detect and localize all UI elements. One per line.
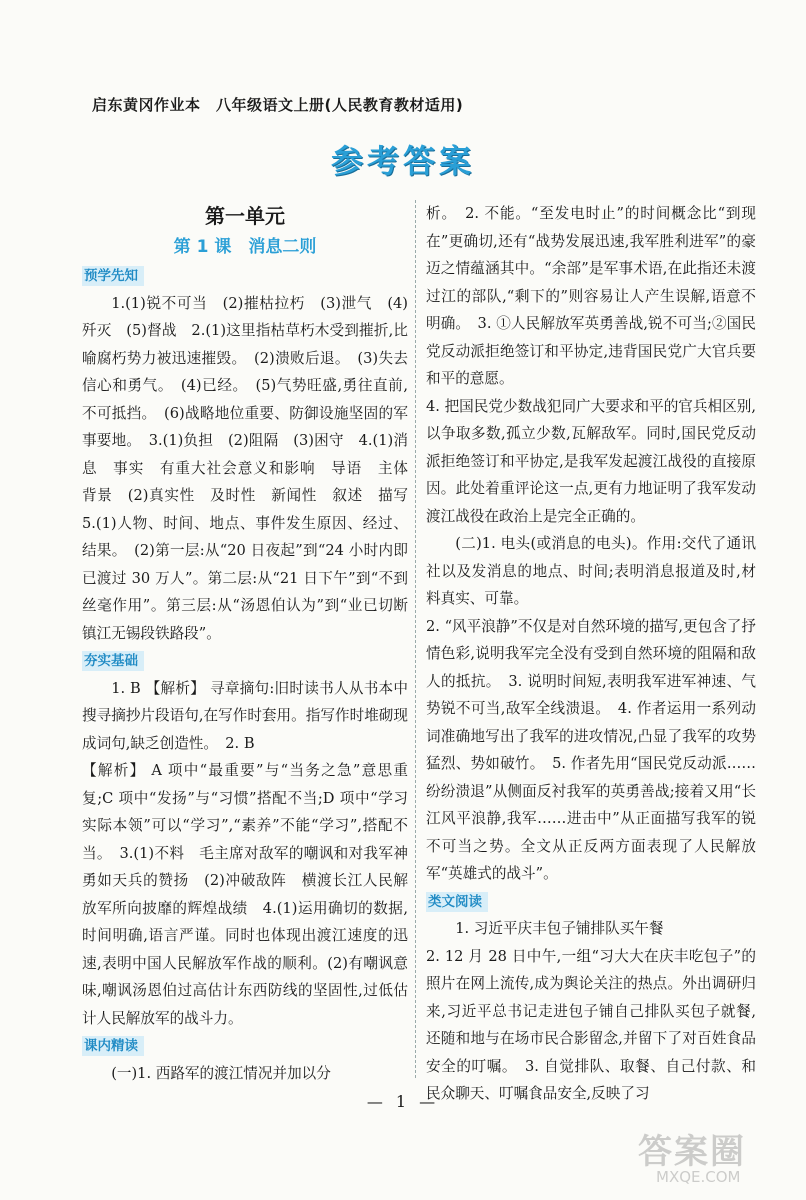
- section-label-intensive-reading: 课内精读: [82, 1036, 144, 1056]
- section-label-foundation: 夯实基础: [82, 651, 144, 671]
- section-intensive-reading: [82, 1032, 408, 1087]
- answer-paragraph: 2. 12 月 28 日中午,一组“习大大在庆丰吃包子”的照片在网上流传,成为舆论关注的热点。外出调研归来,习近平总书记走进包子铺自己排队买包子就餐,还随和地与在场市民合影留念,并留下了对百姓食品安全的叮嘱。 3. 自觉排队、取餐、自己付款、和民众聊天、叮嘱食品安全,反映了习: [426, 947, 756, 1102]
- right-column: [426, 200, 756, 1108]
- answer-paragraph: 【解析】 A 项中“最重要”与“当务之急”意思重复;C 项中“发扬”与“习惯”搭配不当;D 项中“学习实际本领”可以“学习”,“素养”不能“学习”,搭配不当。 3.(1)不料 毛主席对敌军的嘲讽和对我军神勇如天兵的赞扬 (2)冲破敌阵 横渡长江人民解放军所向披靡的辉煌战绩 4.(1)运用确切的数据,时间明确,语言严谨。同时也体现出渡江速度的迅速,表明中国人民解放军作战的顺利。(2)有嘲讽意味,嘲讽汤恩伯过高估计东西防线的坚固性,过低估计人民解放军的战斗力。: [82, 762, 408, 1027]
- watermark-logo: [638, 1124, 788, 1192]
- answer-paragraph: 2. “风平浪静”不仅是对自然环境的描写,更包含了抒情色彩,说明我军完全没有受到自然环境的阻隔和敌人的抵抗。 3. 说明时间短,表明我军进军神速、气势锐不可当,敌军全线溃退。 4. 作者运用一系列动词准确地写出了我军的进攻情况,凸显了我军的攻势猛烈、势如破竹。 5. 作者先用“国民党反动派……纷纷溃退”从侧面反衬我军的英勇善战;接着又用“长江风平浪静,我军……进击中”从正面描写我军的锐不可当之势。全文从正反两方面表现了人民解放军“英雄式的战斗”。: [426, 617, 757, 882]
- unit-title: 第一单元: [205, 204, 285, 228]
- page-title: 参考答案: [330, 142, 475, 180]
- lesson-title: 第 1 课 消息二则: [173, 237, 317, 257]
- left-column: [82, 200, 423, 1087]
- answer-paragraph: (二)1. 电头(或消息的电头)。作用:交代了通讯社以及发消息的地点、时间;表明消息报道及时,材料真实、可靠。: [426, 535, 756, 607]
- answer-paragraph: 析。 2. 不能。“至发电时止”的时间概念比“到现在”更确切,还有“战势发展迅速,我军胜利进军”的豪迈之情蕴涵其中。“余部”是军事术语,在此指还未渡过江的部队,“剩下的”则容易让人产生误解,语意不明确。 3. ①人民解放军英勇善战,锐不可当;②国民党反动派拒绝签订和平协定,违背国民党广大官兵要和平的意愿。: [426, 205, 756, 387]
- section-label-preview: 预学先知: [82, 266, 144, 286]
- watermark-text: 答案圈: [638, 1132, 746, 1172]
- watermark-url: MXQE.COM: [656, 1168, 741, 1186]
- answer-paragraph: 4. 把国民党少数战犯同广大要求和平的官兵相区别,以争取多数,孤立少数,瓦解敌军。同时,国民党反动派拒绝签订和平协定,是我军发起渡江战役的直接原因。此处着重评论这一点,更有力地证明了我军发动渡江战役在政治上是完全正确的。: [426, 397, 756, 525]
- page-number: — 1 —: [366, 1092, 440, 1111]
- section-preview: [82, 262, 423, 647]
- answer-paragraph: 1.(1)锐不可当 (2)摧枯拉朽 (3)泄气 (4)歼灭 (5)督战 2.(1)这里指枯草朽木受到摧折,比喻腐朽势力被迅速摧毁。 (2)溃败后退。 (3)失去信心和勇气。 (4)已经。 (5)气势旺盛,勇往直前,不可抵挡。 (6)战略地位重要、防御设施坚固的军事要地。 3.(1)负担 (2)阻隔 (3)困守 4.(1)消息 事实 有重大社会意义和影响 导语 主体 背景 (2)真实性 及时性 新闻性 叙述 描写 5.(1)人物、时间、地点、事件发生原因、经过、结果。 (2)第一层:从“20 日夜起”到“24 小时内即已渡过 30 万人”。第二层:从“21 日下午”到“不到丝毫作用”。第三层:从“汤恩伯认为”到“业已切断镇江无锡段铁路段”。: [82, 294, 423, 642]
- book-header: 启东黄冈作业本 八年级语文上册(人民教育教材适用): [92, 96, 464, 114]
- section-similar-reading: [426, 888, 756, 1108]
- answer-paragraph: (一)1. 西路军的渡江情况并加以分: [111, 1064, 331, 1082]
- column-divider: [415, 200, 416, 1078]
- section-foundation: [82, 647, 408, 1032]
- section-label-similar-reading: 类文阅读: [426, 892, 488, 912]
- answer-paragraph: 1. 习近平庆丰包子铺排队买午餐: [455, 920, 664, 937]
- answer-paragraph: 1. B 【解析】 寻章摘句:旧时读书人从书本中搜寻摘抄片段语句,在写作时套用。指写作时堆砌现成词句,缺乏创造性。 2. B: [82, 679, 408, 752]
